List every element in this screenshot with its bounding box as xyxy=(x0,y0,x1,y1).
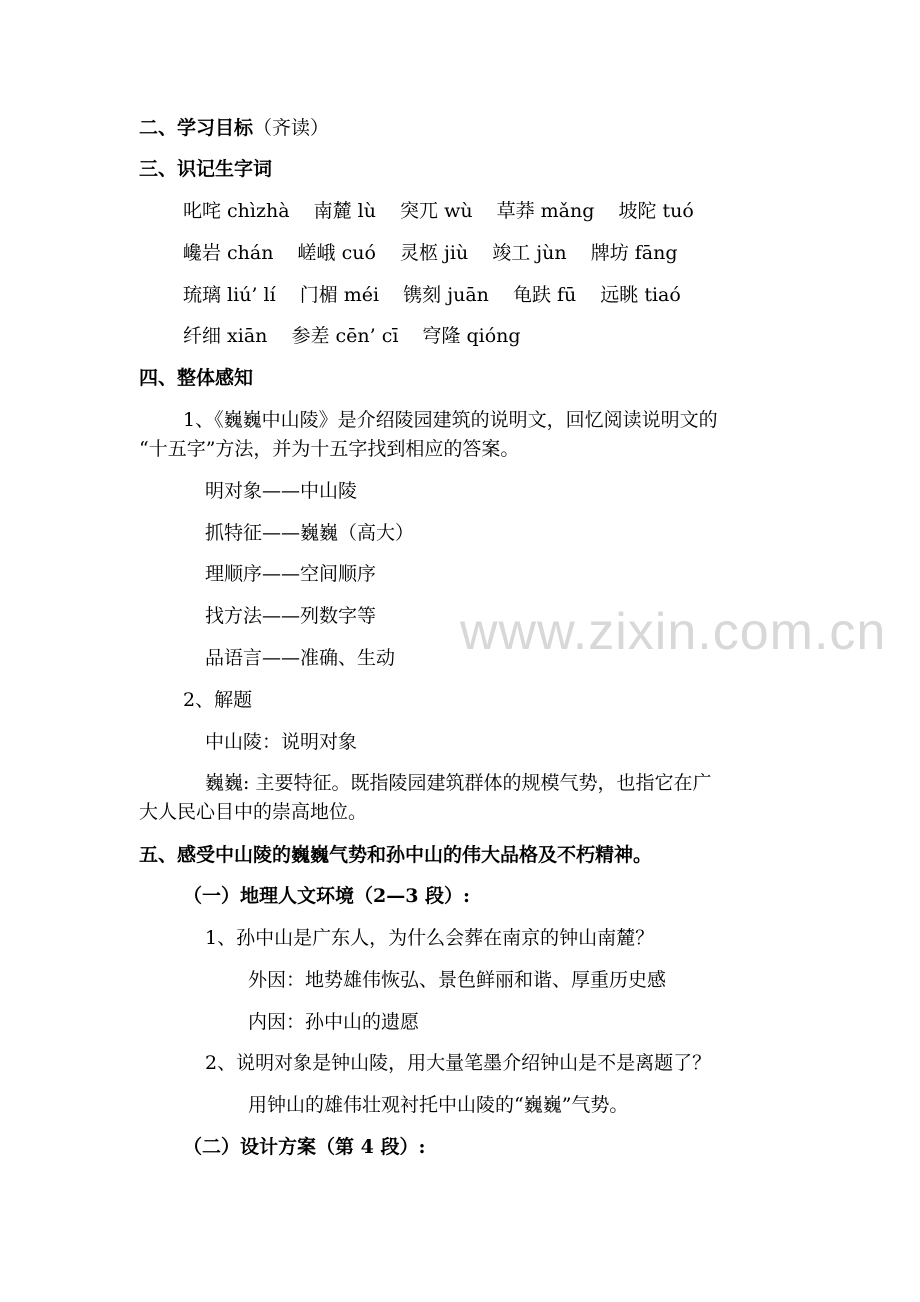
paragraph-line: “十五字”方法，并为十五字找到相应的答案。 xyxy=(139,438,520,460)
method-item: 明对象——中山陵 xyxy=(205,480,358,502)
question-line: 2、说明对象是钟山陵，用大量笔墨介绍钟山是不是离题了？ xyxy=(205,1052,712,1074)
vocab-row-1 xyxy=(183,198,694,224)
vocab-word: 坡陀 tuó xyxy=(618,200,694,222)
answer-line: 外因：地势雄伟恢弘、景色鲜丽和谐、厚重历史感 xyxy=(248,969,667,991)
heading-learning-goals xyxy=(139,115,329,141)
subheading-title-analysis: 2、解题 xyxy=(183,689,253,711)
vocab-word: 巉岩 chán xyxy=(183,242,274,264)
paragraph-line: 1、《巍巍中山陵》是介绍陵园建筑的说明文，回忆阅读说明文的 xyxy=(183,409,718,431)
vocab-word: 纤细 xiān xyxy=(183,325,268,347)
heading-vocabulary: 三、识记生字词 xyxy=(139,158,273,180)
heading-overall-perception: 四、整体感知 xyxy=(139,367,254,389)
vocab-word: 草莽 mǎng xyxy=(496,200,595,222)
vocab-word: 竣工 jùn xyxy=(492,242,567,264)
answer-line: 用钟山的雄伟壮观衬托中山陵的“巍巍”气势。 xyxy=(248,1094,629,1116)
answer-line: 内因：孙中山的遗愿 xyxy=(248,1011,420,1033)
vocab-word: 嵯峨 cuó xyxy=(297,242,376,264)
vocab-row-2 xyxy=(183,240,678,266)
method-item: 抓特征——巍巍（高大） xyxy=(205,522,415,544)
vocab-row-4 xyxy=(183,323,521,349)
question-line: 1、孙中山是广东人，为什么会葬在南京的钟山南麓？ xyxy=(205,927,655,949)
vocab-word: 门楣 méi xyxy=(299,284,380,306)
method-item: 找方法——列数字等 xyxy=(205,605,377,627)
vocab-word: 牌坊 fāng xyxy=(590,242,678,264)
heading-section-five: 五、感受中山陵的巍巍气势和孙中山的伟大品格及不朽精神。 xyxy=(139,844,653,866)
paragraph-line: 中山陵：说明对象 xyxy=(205,731,358,753)
subheading-design: （二）设计方案（第 4 段）: xyxy=(183,1136,426,1158)
vocab-word: 穹隆 qióng xyxy=(422,325,521,347)
paragraph-line: 大人民心目中的崇高地位。 xyxy=(139,801,368,823)
vocab-word: 琉璃 liú’ lí xyxy=(183,284,276,306)
heading-suffix: （齐读） xyxy=(253,117,330,139)
subheading-environment: （一）地理人文环境（2—3 段）: xyxy=(183,885,471,907)
vocab-word: 参差 cēn’ cī xyxy=(291,325,399,347)
vocab-word: 叱咤 chìzhà xyxy=(183,200,290,222)
vocab-word: 灵柩 jiù xyxy=(399,242,469,264)
watermark: www.zixin.com.cn xyxy=(460,603,887,661)
vocab-word: 镌刻 juān xyxy=(403,284,489,306)
vocab-word: 突兀 wù xyxy=(400,200,473,222)
vocab-row-3 xyxy=(183,282,681,308)
vocab-word: 南麓 lù xyxy=(313,200,376,222)
method-item: 品语言——准确、生动 xyxy=(205,647,396,669)
method-item: 理顺序——空间顺序 xyxy=(205,563,377,585)
heading-text: 二、学习目标 xyxy=(139,117,254,139)
vocab-word: 龟趺 fū xyxy=(512,284,577,306)
vocab-word: 远眺 tiaó xyxy=(600,284,681,306)
paragraph-line: 巍巍: 主要特征。既指陵园建筑群体的规模气势，也指它在广 xyxy=(205,772,712,794)
